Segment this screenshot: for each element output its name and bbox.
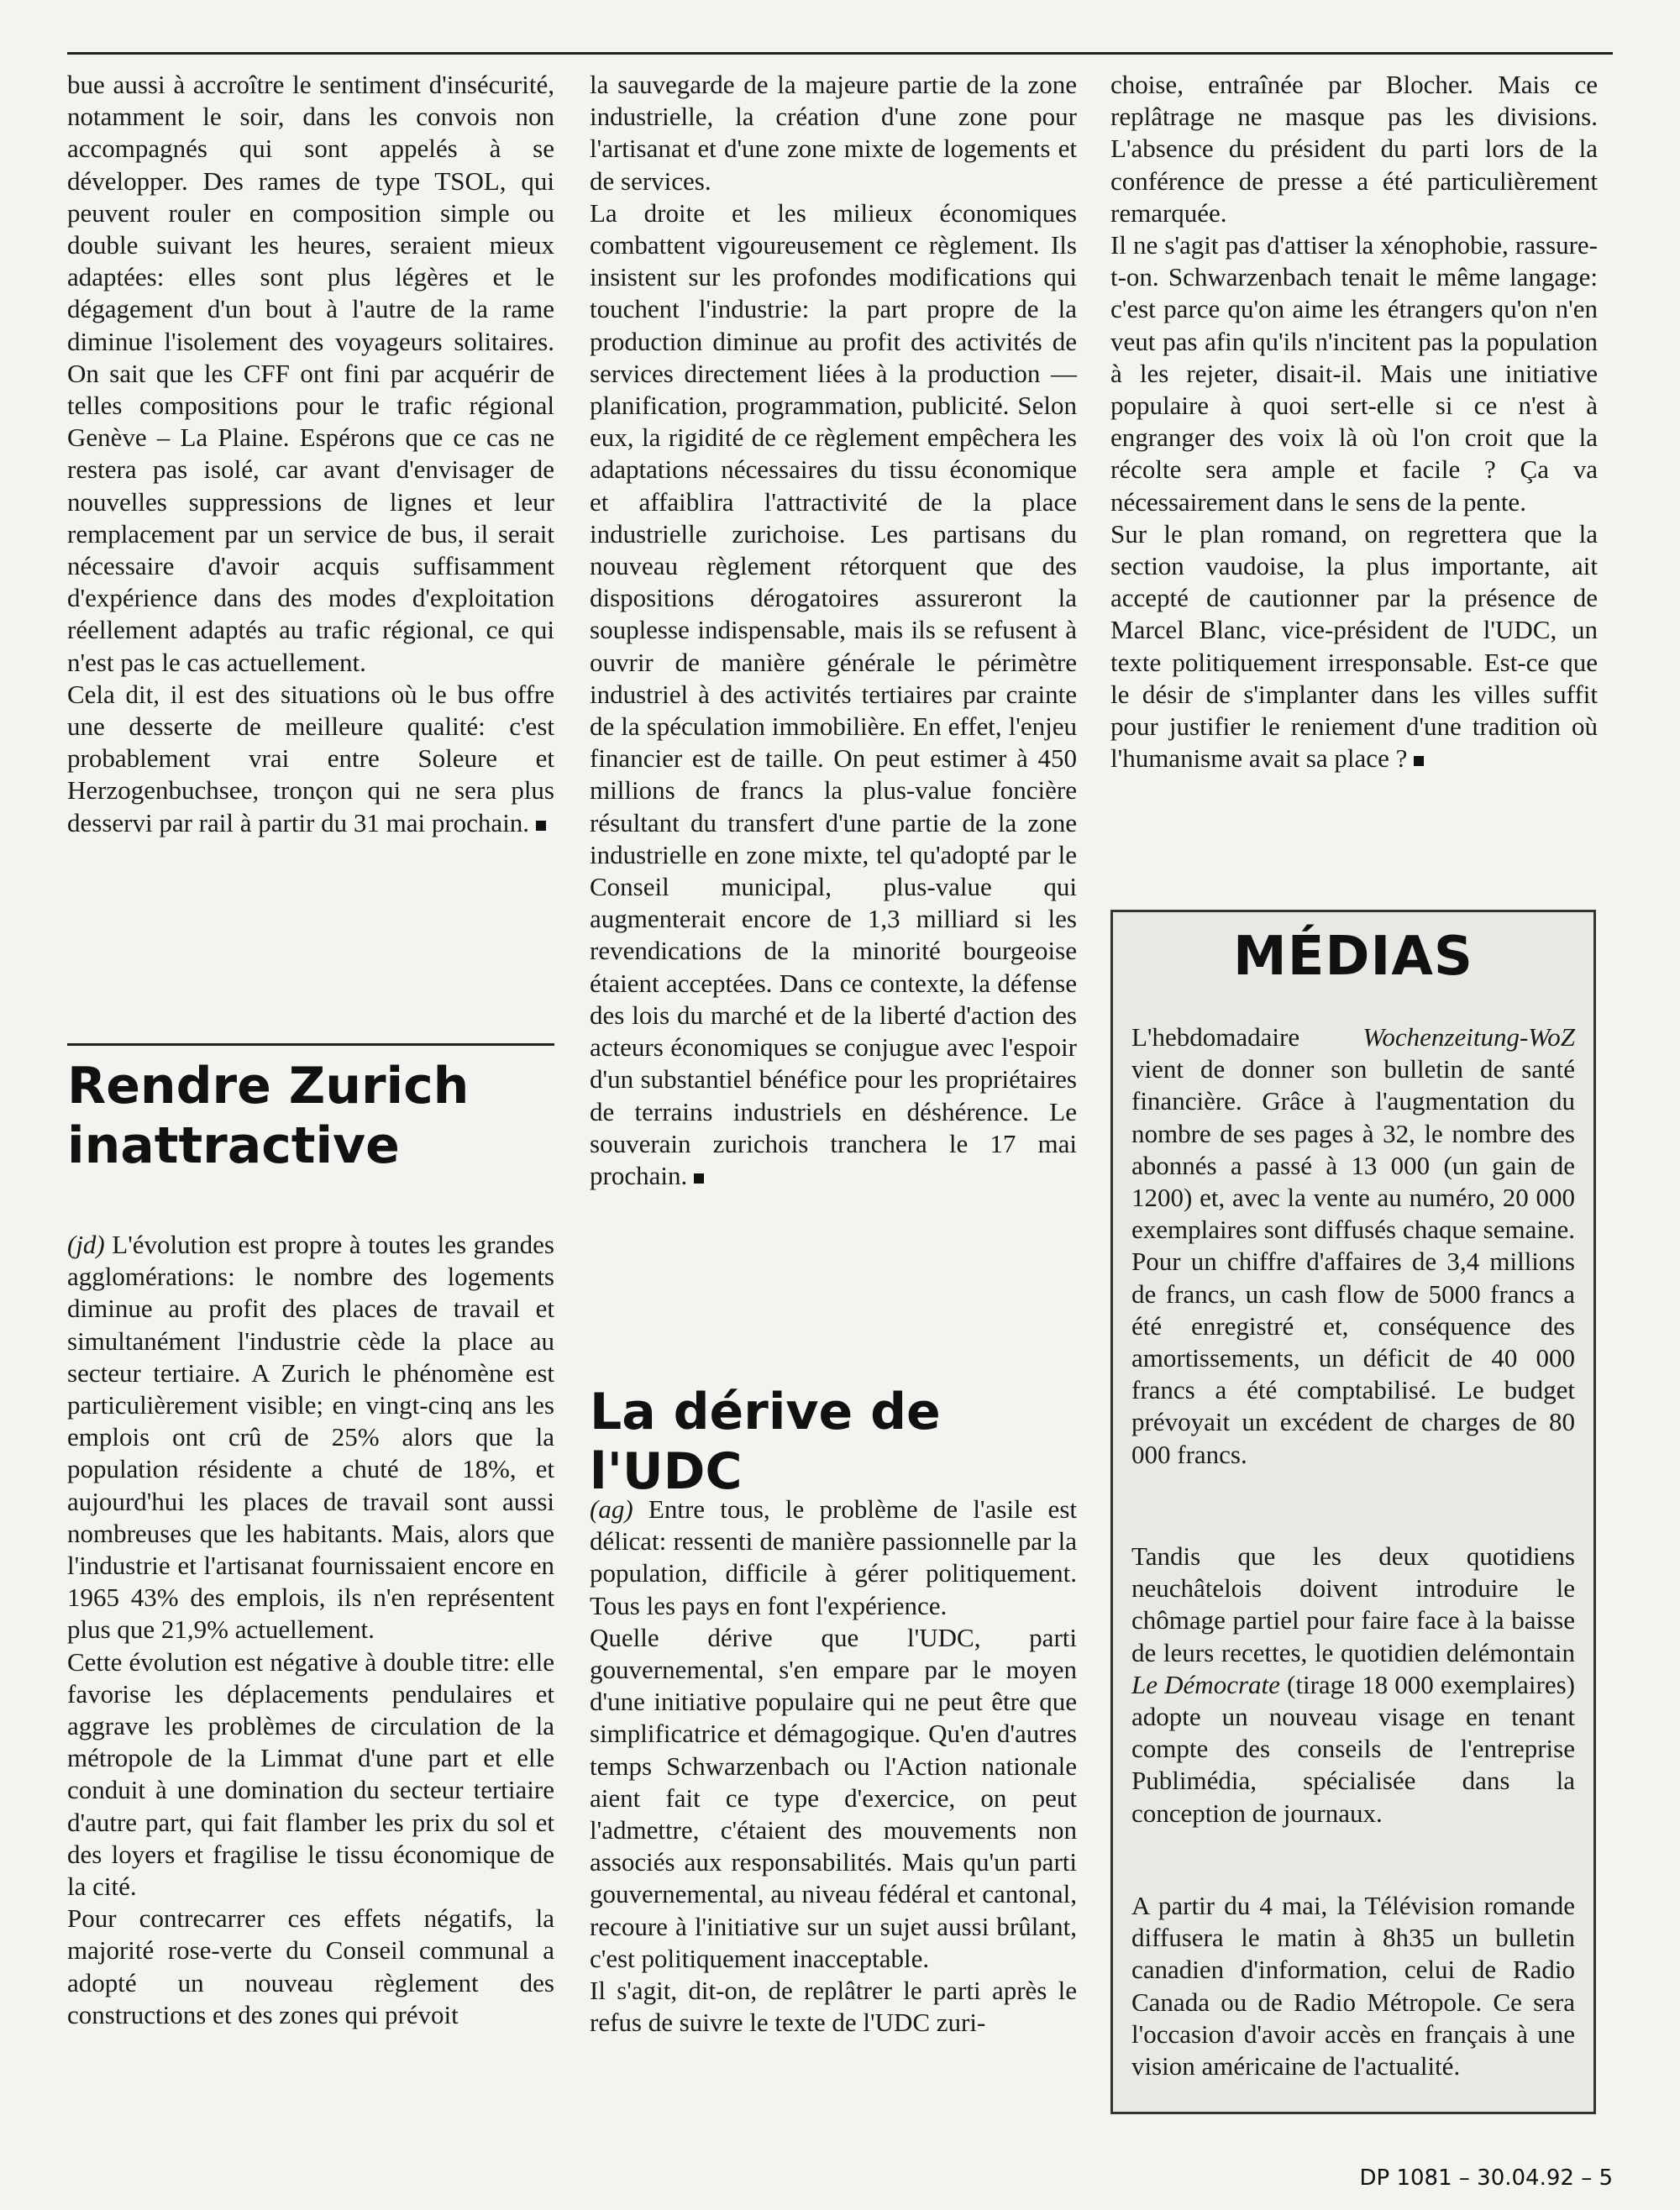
column-1-continuation	[67, 69, 554, 839]
medias-paragraph-tsr: A partir du 4 mai, la Télévision romande diffusera le matin à 8h35 un bulletin canadien d'information, celui de Radio Canada ou de Radio Métropole. Ce sera l'occasion d'avoir accès en français à une vision américaine de l'actualité.	[1131, 1891, 1575, 2081]
paragraph: La droite et les milieux économiques combattent vigoureusement ce règlement. Ils insistent sur les profondes modifications qui touchent l'industrie: la part propre de la production diminue au profit des activités de services directement liées à la production — planification, programmation, publicité. Selon eux, la rigidité de ce règlement empêchera les adaptations nécessaires du tissu économique et affaiblira l'attractivité de la place industrielle zurichoise. Les partisans du nouveau règlement rétorquent que des dispositions dérogatoires assureront la souplesse indispensable, mais ils se refusent à ouvrir de manière générale le périmètre industriel à des activités tertiaires par crainte de la spéculation immobilière. En effet, l'enjeu financier est de taille. On peut estimer à 450 millions de francs la plus-value foncière résultant du transfert d'une partie de la zone industrielle en zone mixte, tel qu'adopté par le Conseil municipal, plus-value qui augmenterait encore de 1,3 milliard si les revendications de la minorité bourgeoise étaient acceptées. Dans ce contexte, la défense des lois du marché et de la liberté d'action des acteurs économiques se conjugue avec l'espoir d'un substantiel bénéfice pour les propriétaires de terrains industriels en déshérence. Le souverain zurichois tranchera le 17 mai prochain.	[590, 197, 1077, 1190]
end-mark-icon	[1414, 756, 1424, 766]
paragraph: la sauvegarde de la majeure partie de la zone industrielle, la création d'une zone pour l'artisanat et d'une zone mixte de logements et de services.	[590, 70, 1077, 196]
paragraph: (jd) L'évolution est propre à toutes les grandes agglomérations: le nombre des logements diminue au profit des places de travail et simultanément l'industrie cède la place au secteur tertiaire. A Zurich le phénomène est particulièrement visible; en vingt-cinq ans les emplois ont crû de 25% alors que la population résidente a chuté de 18%, et aujourd'hui les places de travail sont aussi nombreuses que les habitants. Mais, alors que l'industrie et l'artisanat fournissaient encore en 1965 43% des emplois, ils n'en représentent plus que 21,9% actuellement.	[67, 1230, 554, 1645]
column-3-udc-continuation	[1110, 69, 1598, 774]
top-rule	[67, 52, 1613, 55]
medias-title: MÉDIAS	[1233, 926, 1473, 988]
article-body-zurich	[67, 1229, 554, 2031]
medias-box	[1110, 910, 1596, 2114]
paragraph: Il ne s'agit pas d'attiser la xénophobie, rassure-t-on. Schwarzenbach tenait le même langage: c'est parce qu'on aime les étrangers qu'on n'en veut pas afin qu'ils n'incitent pas la population à les rejeter, disait-il. Mais une initiative populaire à quoi sert-elle si ce n'est à engranger des voix là où l'on croit que la récolte sera ample et facile ? Ça va nécessairement dans le sens de la pente.	[1110, 230, 1598, 517]
page-footer: DP 1081 – 30.04.92 – 5	[1359, 2165, 1613, 2191]
paragraph: Cela dit, il est des situations où le bus offre une desserte de meilleure qualité: c'est probablement vrai entre Soleure et Herzogenbuchsee, tronçon qui ne sera plus desservi par rail à partir du 31 mai prochain.	[67, 679, 554, 837]
end-mark-icon	[694, 1173, 704, 1184]
author-signature: (jd)	[67, 1230, 105, 1259]
end-mark-icon	[536, 821, 546, 831]
article-body-udc	[590, 1493, 1077, 2039]
article-headline-zurich: Rendre Zurich inattractive	[67, 1057, 470, 1175]
paragraph: choise, entraînée par Blocher. Mais ce replâtrage ne masque pas les divisions. L'absence du président du parti lors de la conférence de presse a été particulièrement remarquée.	[1110, 70, 1598, 228]
paragraph: Cette évolution est négative à double titre: elle favorise les déplacements pendulaires et aggrave les problèmes de circulation de la métropole de la Limmat d'une part et elle conduit à une domination du secteur tertiaire d'autre part, qui fait flamber les prix du sol et des loyers et fragilise le tissu économique de la cité.	[67, 1646, 554, 1902]
paragraph: Pour contrecarrer ces effets négatifs, la majorité rose-verte du Conseil communal a adopté un nouveau règlement des constructions et des zones qui prévoit	[67, 1903, 554, 2029]
paragraph: (ag) Entre tous, le problème de l'asile est délicat: ressenti de manière passionnelle par la population, difficile à gérer politiquement. Tous les pays en font l'expérience.	[590, 1494, 1077, 1620]
author-signature: (ag)	[590, 1494, 633, 1524]
paragraph: bue aussi à accroître le sentiment d'insécurité, notamment le soir, dans les convois non accompagnés qui sont appelés à se développer. Des rames de type TSOL, qui peuvent rouler en composition simple ou double suivant les heures, seraient mieux adaptées: elles sont plus légères et le dégagement d'un bout à l'autre de la rame diminue l'isolement des voyageurs solitaires. On sait que les CFF ont fini par acquérir de telles compositions pour le trafic régional Genève – La Plaine. Espérons que ce cas ne restera pas isolé, car avant d'envisager de nouvelles suppressions de lignes et leur remplacement par un service de bus, il serait nécessaire d'avoir acquis suffisamment d'expérience dans des modes d'exploitation réellement adaptés au trafic régional, ce qui n'est pas le cas actuellement.	[67, 70, 554, 677]
medias-paragraph-democrate: Tandis que les deux quotidiens neuchâtelois doivent introduire le chômage partiel pour faire face à la baisse de leurs recettes, le quotidien delémontain Le Démocrate (tirage 18 000 exemplaires) adopte un nouveau visage en tenant compte des conseils de l'entreprise Publimédia, spécialisée dans la conception de journaux.	[1131, 1541, 1575, 1828]
paragraph: Sur le plan romand, on regrettera que la section vaudoise, la plus importante, ait accepté de cautionner par la présence de Marcel Blanc, vice-président de l'UDC, un texte politiquement irresponsable. Est-ce que le désir de s'implanter dans les villes suffit pour justifier le reniement d'une tradition où l'humanisme avait sa place ?	[1110, 518, 1598, 774]
article-headline-udc: La dérive de l'UDC	[590, 1383, 941, 1501]
section-rule	[67, 1043, 554, 1046]
paragraph: Quelle dérive que l'UDC, parti gouvernemental, s'en empare par le moyen d'une initiative populaire qui ne peut être que simplificatrice et démagogique. Qu'en d'autres temps Schwarzenbach ou l'Action nationale aient fait ce type d'exercice, on peut l'admettre, c'étaient des mouvements non associés aux responsabilités. Mais qu'un parti gouvernemental, au niveau fédéral et cantonal, recoure à l'initiative sur un sujet aussi brûlant, c'est politiquement inacceptable.	[590, 1622, 1077, 1973]
paragraph: Il s'agit, dit-on, de replâtrer le parti après le refus de suivre le texte de l'UDC zuri-	[590, 1976, 1077, 2038]
medias-paragraph-woz: L'hebdomadaire Wochenzeitung-WoZ vient de donner son bulletin de santé financière. Grâce à l'augmentation du nombre de ses pages à 32, le nombre des abonnés a passé à 13 000 (un gain de 1200) et, avec la vente au numéro, 20 000 exemplaires sont diffusés chaque semaine. Pour un chiffre d'affaires de 3,4 millions de francs, un cash flow de 5000 francs a été enregistré et, conséquence des amortissements, un déficit de 40 000 francs a été comptabilisé. Le budget prévoyait un excédent de charges de 80 000 francs.	[1131, 1022, 1575, 1469]
column-2-zurich-continuation	[590, 69, 1077, 1192]
